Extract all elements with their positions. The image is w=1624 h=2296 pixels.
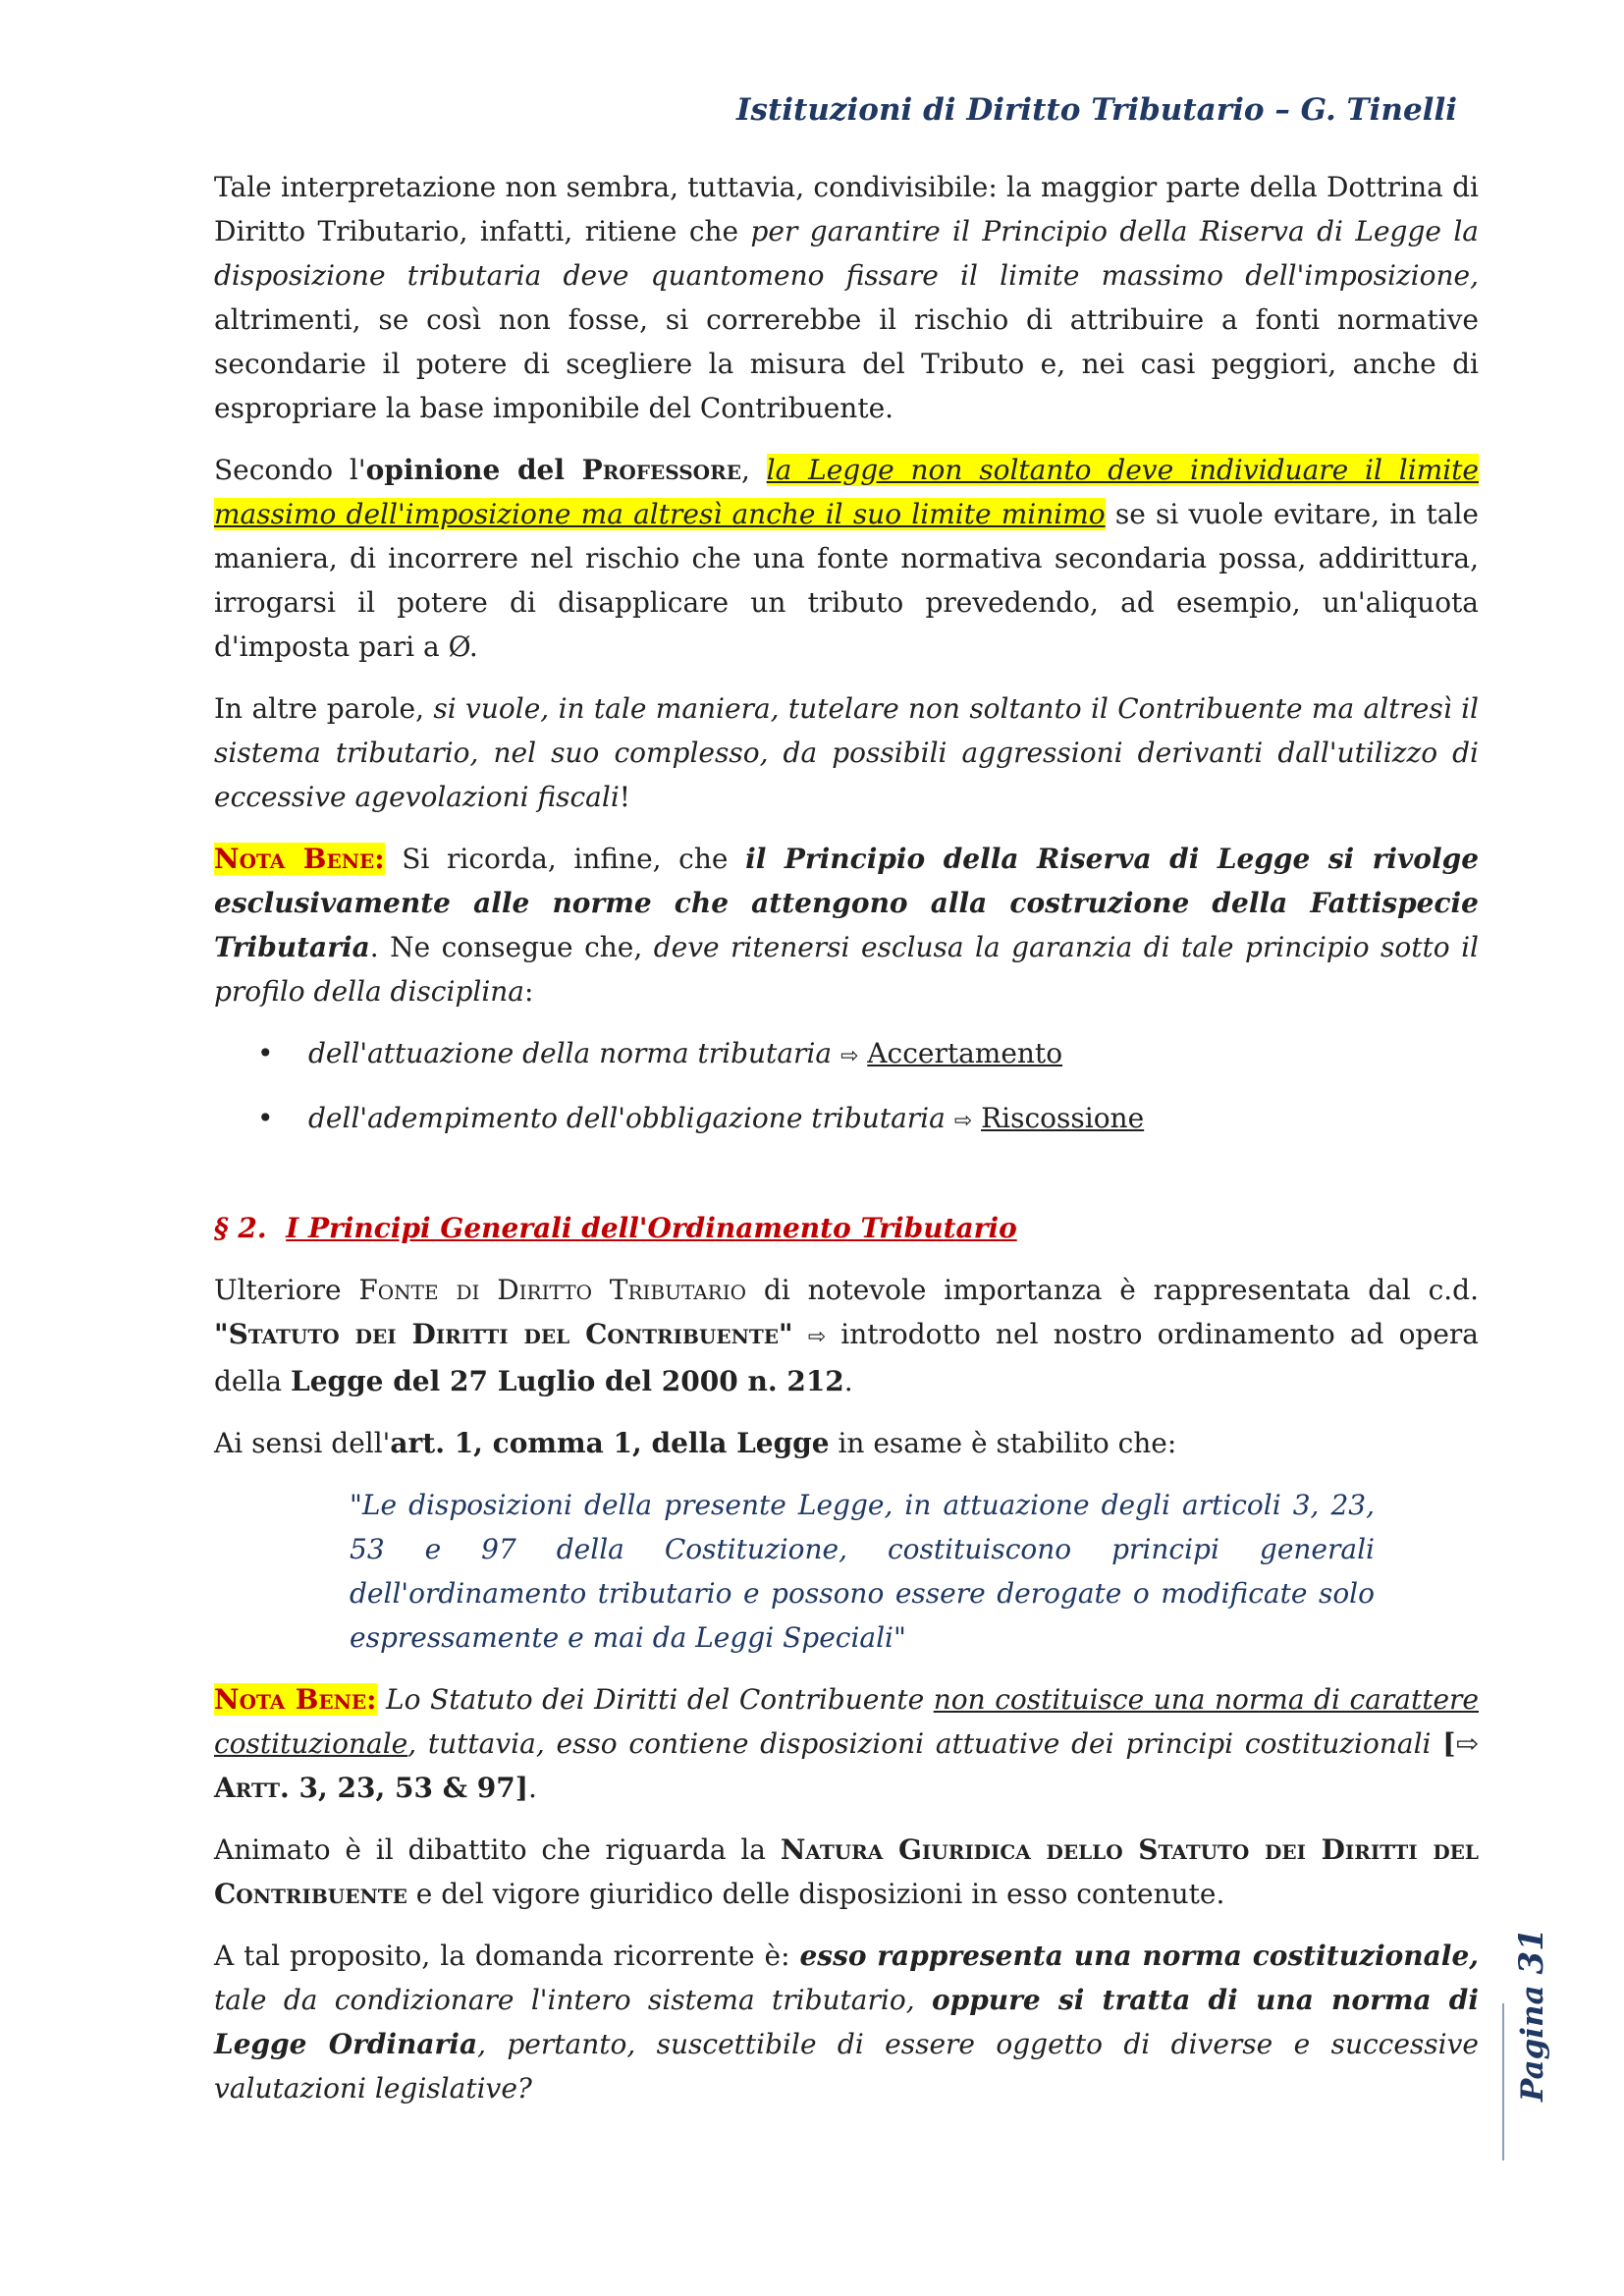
smallcaps-text: Natura Giuridica dello Statuto dei Diritti del Contribuente	[214, 1833, 1479, 1910]
list-item	[257, 1096, 1479, 1143]
page-number	[1512, 1928, 1551, 2102]
text: Tale interpretazione non sembra, tuttavia, condivisibile: la maggior parte della Dottrina di Diritto Tributario, infatti, ritiene che	[214, 171, 1479, 247]
text: altrimenti, se così non fosse, si correrebbe il rischio di attribuire a fonti normative secondarie il potere di scegliere la misura del Tributo e, nei casi peggiori, anche di espropriare la base imponibile del Contribuente.	[214, 303, 1479, 424]
running-header: Istituzioni di Diritto Tributario – G. Tinelli	[736, 92, 1457, 128]
text: .	[527, 1772, 537, 1804]
text: in esame è stabilito che:	[829, 1427, 1177, 1459]
bullet-list	[214, 1031, 1479, 1143]
text: Animato è il dibattito che riguarda la	[214, 1833, 781, 1866]
arrow-right-icon: ⇨	[839, 1044, 859, 1068]
arrow-right-icon: ⇨	[807, 1325, 827, 1349]
emphasis: Lo Statuto dei Diritti del Contribuente	[376, 1683, 934, 1716]
text: Si ricorda, infine, che	[384, 843, 746, 875]
emphasis: per garantire il Principio della Riserva di Legge la disposizione tributaria deve quantomeno fissare il limite massimo dell'imposizione,	[214, 215, 1479, 292]
emphasis: si vuole, in tale maniera, tutelare non soltanto il Contribuente ma altresì il sistema tributario, nel suo complesso, da possibili aggressioni derivanti dall'utilizzo di eccessive agevolazioni fiscali	[214, 692, 1479, 813]
nota-bene-label: Nota Bene:	[214, 1683, 377, 1716]
bold-emphasis: il Principio della Riserva di Legge si rivolge esclusivamente alle norme che attengono alla costruzione della Fattispecie Tributaria	[214, 843, 1480, 963]
article-reference: art. 1, comma 1, della Legge	[390, 1427, 830, 1459]
text: se si vuole evitare, in tale maniera, di incorrere nel rischio che una fonte normativa secondaria possa, addirittura, irrogarsi il potere di disapplicare un tributo prevedendo, ad esempio, un'aliquota d'imposta pari a Ø.	[214, 498, 1479, 663]
emphasis: tale da condizionare l'intero sistema tributario,	[214, 1984, 932, 2016]
articles-reference: [⇨ Artt. 3, 23, 53 & 97]	[214, 1727, 1479, 1804]
emphasis: , tuttavia, esso contiene disposizioni attuative dei principi costituzionali	[407, 1727, 1443, 1760]
text: A tal proposito, la domanda ricorrente è:	[214, 1940, 800, 1972]
bullet-icon: •	[257, 1102, 274, 1134]
paragraph-interpretation	[214, 165, 1479, 430]
paragraph-nota-bene-2	[214, 1677, 1479, 1810]
bold-emphasis: esso rappresenta una norma costituzionale,	[799, 1940, 1480, 1972]
statuto-title: "Statuto dei Diritti del Contribuente"	[214, 1318, 793, 1350]
paragraph-professor-opinion	[214, 448, 1479, 669]
list-item-text: dell'adempimento dell'obbligazione tributaria	[308, 1102, 946, 1134]
smallcaps-text: Fonte di Diritto Tributario	[358, 1274, 747, 1306]
bold-text: opinione del	[365, 454, 582, 486]
paragraph-statuto	[214, 1268, 1479, 1403]
text: di notevole importanza è rappresentata dal c.d.	[746, 1274, 1479, 1306]
page-number-rule	[1502, 2003, 1504, 2160]
text: Secondo l'	[214, 454, 366, 486]
text: In altre parole,	[214, 692, 434, 725]
emphasis: deve ritenersi esclusa la garanzia di tale principio sotto il profilo della disciplina	[214, 931, 1479, 1008]
page-body	[214, 165, 1479, 2128]
list-item-target: Riscossione	[981, 1102, 1145, 1134]
law-reference: Legge del 27 Luglio del 2000 n. 212	[291, 1365, 844, 1397]
page-number-value: 31	[1512, 1928, 1551, 1975]
list-item-target: Accertamento	[867, 1037, 1063, 1069]
text: ,	[740, 454, 767, 486]
text: .	[843, 1365, 853, 1397]
text: !	[619, 781, 631, 813]
section-title: I Principi Generali dell'Ordinamento Tributario	[286, 1212, 1017, 1244]
bold-emphasis: oppure si tratta di una norma di Legge Ordinaria	[214, 1984, 1480, 2060]
underlined-emphasis: non costituisce una norma di carattere costituzionale	[214, 1683, 1480, 1760]
bullet-icon: •	[257, 1037, 274, 1069]
list-item-text: dell'attuazione della norma tributaria	[308, 1037, 833, 1069]
nota-bene-label: Nota Bene:	[214, 843, 385, 875]
paragraph-nota-bene-1	[214, 837, 1479, 1013]
list-item	[257, 1031, 1479, 1078]
emphasis: , pertanto, suscettibile di essere oggetto di diverse e successive valutazioni legislative?	[214, 2028, 1479, 2105]
paragraph-question	[214, 1934, 1479, 2110]
section-number: § 2.	[214, 1212, 267, 1244]
text: introdotto nel nostro ordinamento ad opera della	[214, 1318, 1479, 1397]
page-label: Pagina	[1515, 1985, 1550, 2102]
smallcaps-text: Professore	[581, 454, 741, 486]
paragraph-other-words	[214, 686, 1479, 819]
text: Ai sensi dell'	[214, 1427, 391, 1459]
paragraph-natura-giuridica	[214, 1828, 1479, 1916]
text: e del vigore giuridico delle disposizioni in esso contenute.	[406, 1878, 1225, 1910]
law-quote: "Le disposizioni della presente Legge, in attuazione degli articoli 3, 23, 53 e 97 della Costituzione, costituiscono principi generali dell'ordinamento tributario e possono essere derogate o modificate solo espressamente e mai da Leggi Speciali"	[350, 1489, 1375, 1654]
paragraph-art1	[214, 1421, 1479, 1465]
highlighted-text: la Legge non soltanto deve individuare il limite massimo dell'imposizione ma altresì anche il suo limite minimo	[214, 454, 1479, 530]
text: :	[524, 975, 534, 1008]
section-heading	[214, 1206, 1479, 1250]
arrow-right-icon: ⇨	[953, 1109, 973, 1133]
text: Ulteriore	[214, 1274, 359, 1306]
text: . Ne consegue che,	[369, 931, 654, 963]
